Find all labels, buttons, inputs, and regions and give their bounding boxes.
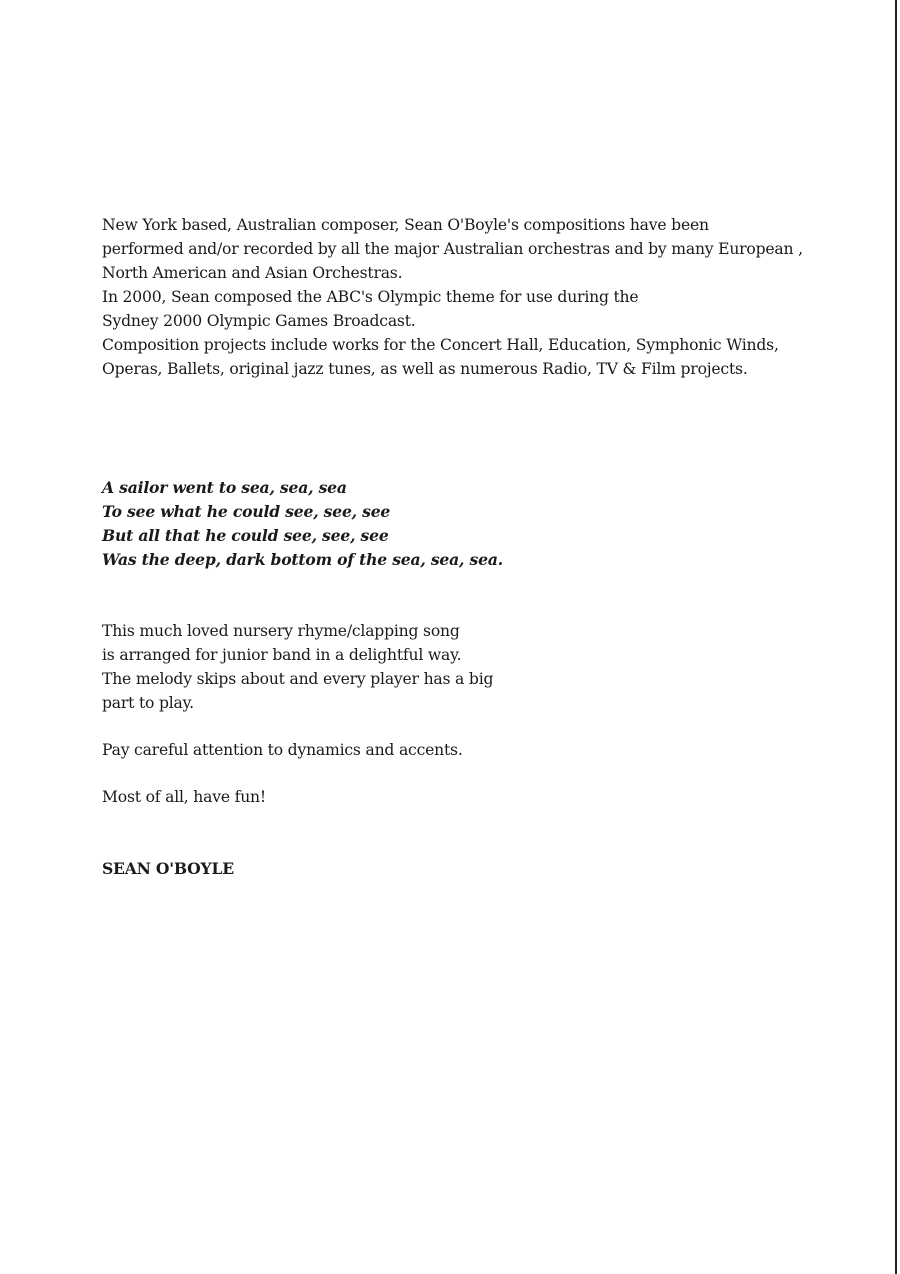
bio-line: New York based, Australian composer, Sean O'Boyle's compositions have been	[102, 216, 709, 234]
verse-line: But all that he could see, see, see	[102, 526, 389, 545]
description-line: The melody skips about and every player has a big	[102, 670, 494, 688]
description-line: is arranged for junior band in a delightful way.	[102, 646, 462, 664]
arrangement-description	[102, 619, 493, 715]
bio-line: Composition projects include works for the Concert Hall, Education, Symphonic Winds,	[102, 336, 779, 354]
verse-line: A sailor went to sea, sea, sea	[102, 478, 347, 497]
composer-bio	[102, 213, 803, 381]
bio-line: In 2000, Sean composed the ABC's Olympic theme for use during the	[102, 288, 639, 306]
verse-line: Was the deep, dark bottom of the sea, sea, sea.	[102, 550, 503, 569]
verse-line: To see what he could see, see, see	[102, 502, 391, 521]
fun-note: Most of all, have fun!	[102, 788, 266, 806]
description-line: part to play.	[102, 694, 194, 712]
bio-line: North American and Asian Orchestras.	[102, 264, 403, 282]
rhyme-verse	[102, 476, 503, 572]
dynamics-note: Pay careful attention to dynamics and accents.	[102, 741, 463, 759]
bio-line: Sydney 2000 Olympic Games Broadcast.	[102, 312, 416, 330]
bio-line: performed and/or recorded by all the major Australian orchestras and by many European ,	[102, 240, 803, 258]
composer-signature: SEAN O'BOYLE	[102, 859, 234, 878]
description-line: This much loved nursery rhyme/clapping song	[102, 622, 460, 640]
bio-line: Operas, Ballets, original jazz tunes, as well as numerous Radio, TV & Film projects.	[102, 360, 748, 378]
